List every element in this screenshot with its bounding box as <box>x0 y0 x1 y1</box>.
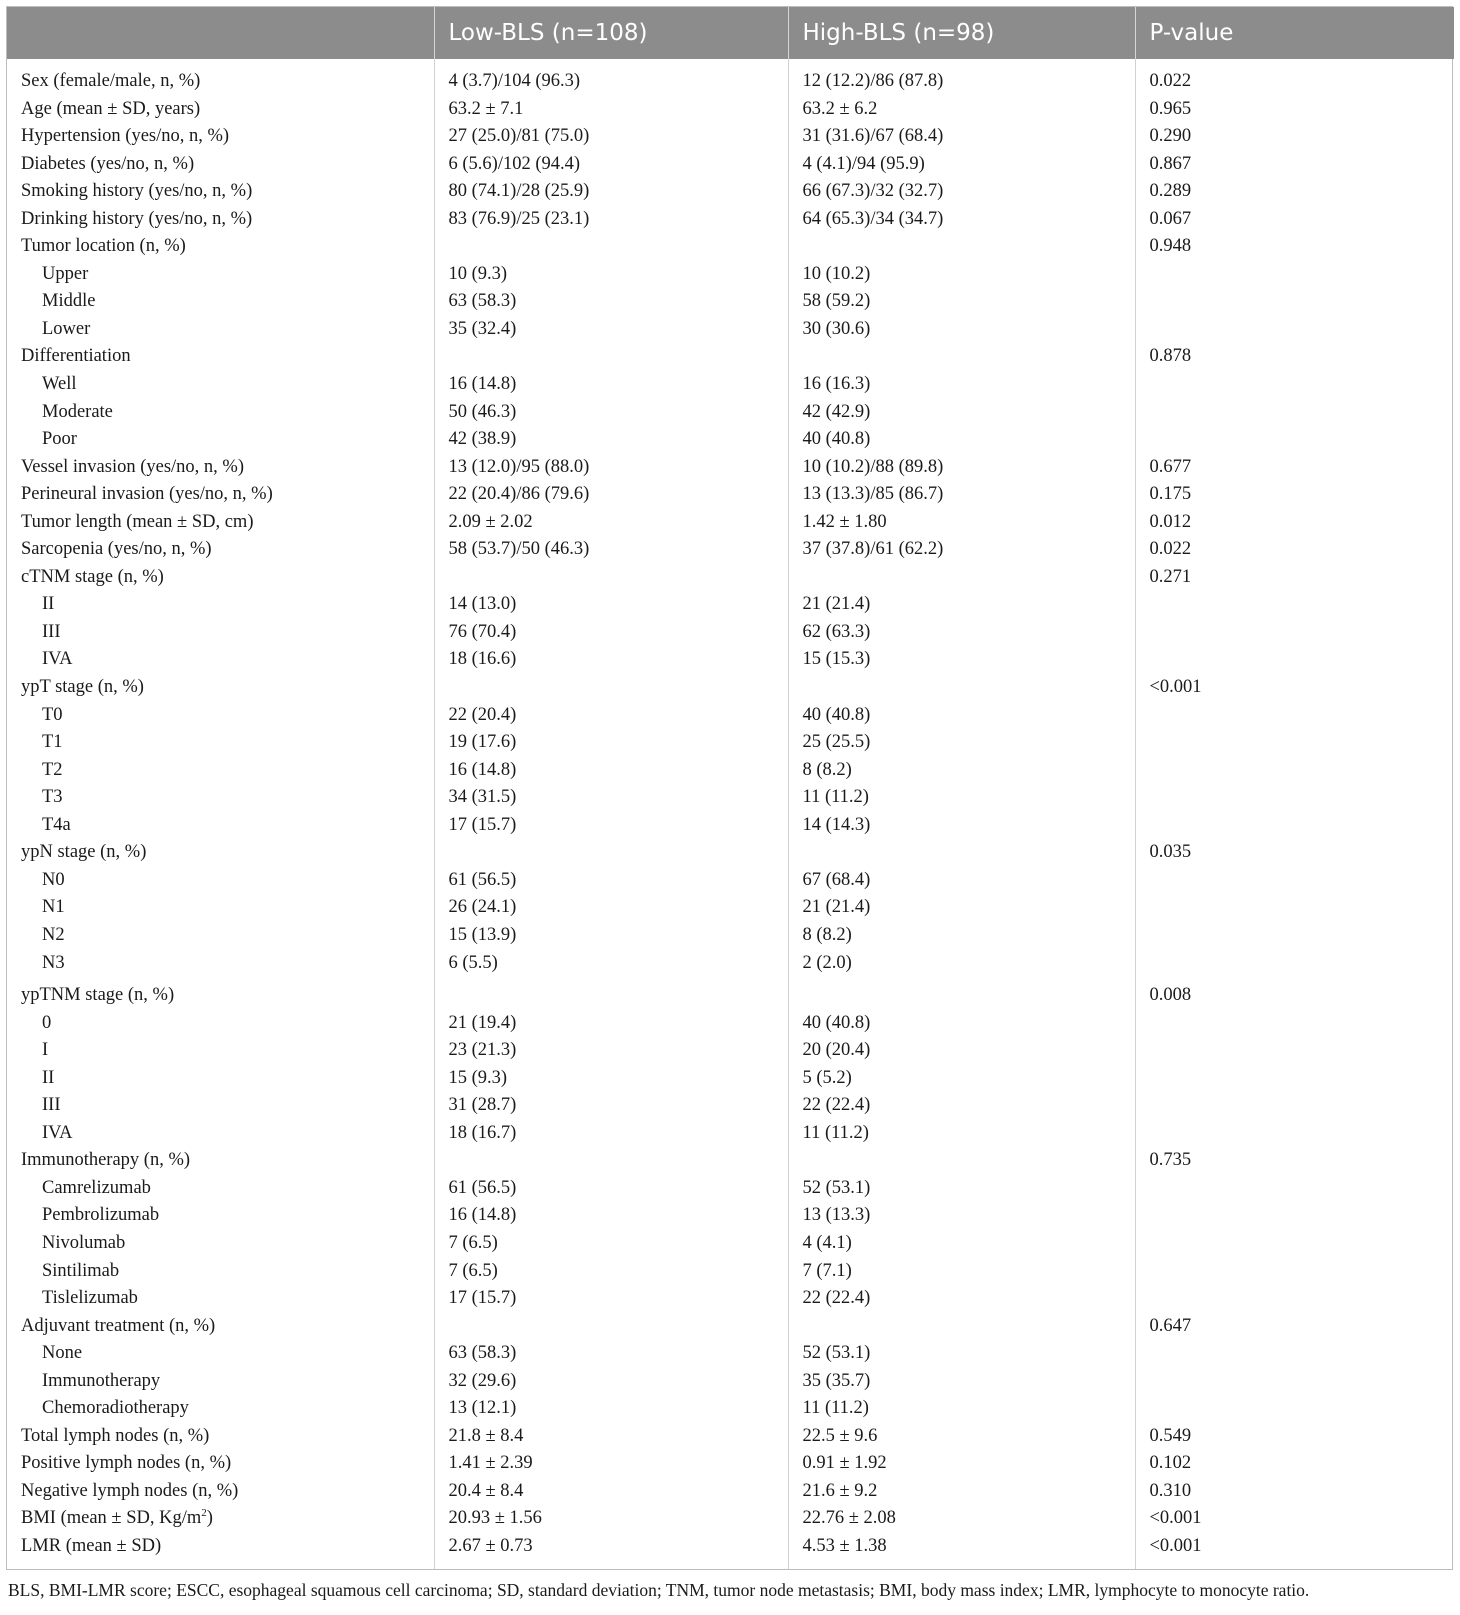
table-row <box>7 96 1454 124</box>
table-row <box>7 1368 1454 1396</box>
row-label: 0 <box>7 1010 434 1038</box>
table-row <box>7 343 1454 371</box>
p-value <box>1135 1092 1454 1120</box>
p-value: 0.012 <box>1149 511 1192 532</box>
high-bls-value <box>788 839 1135 867</box>
low-bls-value: 63 (58.3) <box>434 1340 788 1368</box>
low-bls-value: 2.67 ± 0.73 <box>434 1533 788 1569</box>
row-label: Perineural invasion (yes/no, n, %) <box>7 481 434 509</box>
p-value <box>1135 371 1454 399</box>
low-bls-value: 42 (38.9) <box>434 426 788 454</box>
row-label: ypT stage (n, %) <box>7 674 434 702</box>
row-label: Upper <box>7 261 434 289</box>
table-row <box>7 839 1454 867</box>
low-bls-value: 13 (12.1) <box>434 1395 788 1423</box>
table-row <box>7 151 1454 179</box>
p-value <box>1135 426 1454 454</box>
table-row <box>7 1285 1454 1313</box>
row-label: Nivolumab <box>7 1230 434 1258</box>
low-bls-value: 6 (5.6)/102 (94.4) <box>434 151 788 179</box>
p-value <box>1135 922 1454 950</box>
high-bls-value: 37 (37.8)/61 (62.2) <box>788 536 1135 564</box>
table-row <box>7 454 1454 482</box>
p-value <box>1135 757 1454 785</box>
high-bls-value: 52 (53.1) <box>788 1175 1135 1203</box>
characteristics-table-container <box>6 6 1453 1570</box>
p-value <box>1135 1340 1454 1368</box>
low-bls-value: 63 (58.3) <box>434 288 788 316</box>
table-row <box>7 1505 1454 1533</box>
row-label: Drinking history (yes/no, n, %) <box>7 206 434 234</box>
row-label: ypN stage (n, %) <box>7 839 434 867</box>
p-value <box>1135 1120 1454 1148</box>
low-bls-value: 31 (28.7) <box>434 1092 788 1120</box>
row-label: Poor <box>7 426 434 454</box>
table-row <box>7 316 1454 344</box>
table-row <box>7 1092 1454 1120</box>
high-bls-value: 21.6 ± 9.2 <box>788 1478 1135 1506</box>
row-label: N2 <box>7 922 434 950</box>
high-bls-value <box>788 1147 1135 1175</box>
table-row <box>7 894 1454 922</box>
table-row <box>7 1120 1454 1148</box>
table-body <box>7 59 1454 1569</box>
low-bls-value: 22 (20.4) <box>434 702 788 730</box>
high-bls-value: 21 (21.4) <box>788 894 1135 922</box>
table-row <box>7 646 1454 674</box>
low-bls-value: 17 (15.7) <box>434 812 788 840</box>
p-value: 0.310 <box>1149 1480 1192 1501</box>
row-label: Smoking history (yes/no, n, %) <box>7 178 434 206</box>
p-value: 0.290 <box>1149 126 1192 147</box>
table-row <box>7 591 1454 619</box>
low-bls-value: 18 (16.7) <box>434 1120 788 1148</box>
p-value <box>1135 1037 1454 1065</box>
high-bls-value: 35 (35.7) <box>788 1368 1135 1396</box>
high-bls-value <box>788 564 1135 592</box>
high-bls-value: 40 (40.8) <box>788 426 1135 454</box>
row-label: Lower <box>7 316 434 344</box>
table-row <box>7 1395 1454 1423</box>
high-bls-value <box>788 1313 1135 1341</box>
high-bls-value: 31 (31.6)/67 (68.4) <box>788 123 1135 151</box>
row-label: Tumor length (mean ± SD, cm) <box>7 509 434 537</box>
table-row <box>7 233 1454 261</box>
high-bls-value: 10 (10.2)/88 (89.8) <box>788 454 1135 482</box>
high-bls-value: 11 (11.2) <box>788 784 1135 812</box>
low-bls-value: 14 (13.0) <box>434 591 788 619</box>
p-value <box>1135 1368 1454 1396</box>
table-row <box>7 178 1454 206</box>
table-row <box>7 867 1454 895</box>
p-value: 0.549 <box>1149 1425 1192 1446</box>
p-value: 0.022 <box>1149 539 1192 560</box>
low-bls-value <box>434 1313 788 1341</box>
high-bls-value: 42 (42.9) <box>788 399 1135 427</box>
table-row <box>7 1037 1454 1065</box>
p-value: <0.001 <box>1149 1535 1202 1556</box>
row-label: Immunotherapy <box>7 1368 434 1396</box>
row-label: I <box>7 1037 434 1065</box>
low-bls-value: 4 (3.7)/104 (96.3) <box>434 59 788 96</box>
row-label: T2 <box>7 757 434 785</box>
high-bls-value <box>788 674 1135 702</box>
low-bls-value: 61 (56.5) <box>434 867 788 895</box>
table-row <box>7 1258 1454 1286</box>
p-value <box>1135 646 1454 674</box>
high-bls-value: 4 (4.1)/94 (95.9) <box>788 151 1135 179</box>
row-label: Chemoradiotherapy <box>7 1395 434 1423</box>
row-label: Age (mean ± SD, years) <box>7 96 434 124</box>
p-value <box>1135 261 1454 289</box>
p-value <box>1135 1285 1454 1313</box>
low-bls-value: 76 (70.4) <box>434 619 788 647</box>
row-label: Vessel invasion (yes/no, n, %) <box>7 454 434 482</box>
low-bls-value: 7 (6.5) <box>434 1230 788 1258</box>
table-row <box>7 1533 1454 1569</box>
p-value <box>1135 1395 1454 1423</box>
row-label: III <box>7 619 434 647</box>
high-bls-value: 12 (12.2)/86 (87.8) <box>788 59 1135 96</box>
table-row <box>7 922 1454 950</box>
low-bls-value: 83 (76.9)/25 (23.1) <box>434 206 788 234</box>
low-bls-value: 13 (12.0)/95 (88.0) <box>434 454 788 482</box>
p-value <box>1135 1010 1454 1038</box>
row-label <box>7 1505 434 1533</box>
table-row <box>7 399 1454 427</box>
high-bls-value <box>788 977 1135 1010</box>
high-bls-value: 16 (16.3) <box>788 371 1135 399</box>
row-label: N0 <box>7 867 434 895</box>
high-bls-value: 20 (20.4) <box>788 1037 1135 1065</box>
high-bls-value: 40 (40.8) <box>788 1010 1135 1038</box>
table-row <box>7 619 1454 647</box>
p-value: <0.001 <box>1149 1508 1202 1529</box>
table-row <box>7 564 1454 592</box>
high-bls-value: 22 (22.4) <box>788 1285 1135 1313</box>
row-label: Differentiation <box>7 343 434 371</box>
header-high-bls: High-BLS (n=98) <box>788 7 1135 59</box>
p-value: 0.878 <box>1149 346 1192 367</box>
p-value: 0.067 <box>1149 208 1192 229</box>
low-bls-value: 26 (24.1) <box>434 894 788 922</box>
row-label: Total lymph nodes (n, %) <box>7 1423 434 1451</box>
p-value: 0.022 <box>1149 71 1192 91</box>
p-value: 0.735 <box>1149 1150 1192 1171</box>
low-bls-value: 1.41 ± 2.39 <box>434 1450 788 1478</box>
row-label: N1 <box>7 894 434 922</box>
table-row <box>7 536 1454 564</box>
low-bls-value: 32 (29.6) <box>434 1368 788 1396</box>
table-row <box>7 123 1454 151</box>
high-bls-value: 11 (11.2) <box>788 1120 1135 1148</box>
low-bls-value: 61 (56.5) <box>434 1175 788 1203</box>
row-label: T3 <box>7 784 434 812</box>
p-value: 0.102 <box>1149 1453 1192 1474</box>
row-label: Tumor location (n, %) <box>7 233 434 261</box>
p-value: 0.008 <box>1149 985 1192 1006</box>
table-row <box>7 757 1454 785</box>
table-row <box>7 371 1454 399</box>
low-bls-value: 21.8 ± 8.4 <box>434 1423 788 1451</box>
p-value: 0.867 <box>1149 153 1192 174</box>
table-row <box>7 1340 1454 1368</box>
table-row <box>7 1147 1454 1175</box>
high-bls-value: 8 (8.2) <box>788 922 1135 950</box>
table-row <box>7 481 1454 509</box>
table-row <box>7 1065 1454 1093</box>
low-bls-value: 6 (5.5) <box>434 950 788 978</box>
table-footnote: BLS, BMI-LMR score; ESCC, esophageal squamous cell carcinoma; SD, standard deviation; TNM, tumor node metastasis; BMI, body mass index; LMR, lymphocyte to monocyte ratio. <box>8 1580 1310 1600</box>
table-row <box>7 1450 1454 1478</box>
row-label: Tislelizumab <box>7 1285 434 1313</box>
table-row <box>7 206 1454 234</box>
table-row <box>7 1423 1454 1451</box>
header-row <box>7 7 1454 59</box>
high-bls-value: 67 (68.4) <box>788 867 1135 895</box>
p-value <box>1135 950 1454 978</box>
low-bls-value: 63.2 ± 7.1 <box>434 96 788 124</box>
row-label: Middle <box>7 288 434 316</box>
row-label-text: BMI (mean ± SD, Kg/m <box>21 1508 202 1529</box>
p-value: 0.271 <box>1149 566 1192 587</box>
p-value <box>1135 288 1454 316</box>
p-value <box>1135 1258 1454 1286</box>
high-bls-value: 7 (7.1) <box>788 1258 1135 1286</box>
high-bls-value: 8 (8.2) <box>788 757 1135 785</box>
p-value <box>1135 729 1454 757</box>
table-row <box>7 702 1454 730</box>
row-label: Immunotherapy (n, %) <box>7 1147 434 1175</box>
high-bls-value: 4 (4.1) <box>788 1230 1135 1258</box>
high-bls-value: 13 (13.3)/85 (86.7) <box>788 481 1135 509</box>
p-value: <0.001 <box>1149 677 1202 698</box>
low-bls-value: 35 (32.4) <box>434 316 788 344</box>
p-value <box>1135 399 1454 427</box>
table-row <box>7 261 1454 289</box>
high-bls-value: 4.53 ± 1.38 <box>788 1533 1135 1569</box>
high-bls-value: 13 (13.3) <box>788 1202 1135 1230</box>
low-bls-value: 16 (14.8) <box>434 371 788 399</box>
low-bls-value: 16 (14.8) <box>434 757 788 785</box>
p-value: 0.035 <box>1149 842 1192 863</box>
high-bls-value: 64 (65.3)/34 (34.7) <box>788 206 1135 234</box>
table-row <box>7 59 1454 96</box>
row-label: ypTNM stage (n, %) <box>7 977 434 1010</box>
high-bls-value: 22.5 ± 9.6 <box>788 1423 1135 1451</box>
low-bls-value <box>434 977 788 1010</box>
high-bls-value: 62 (63.3) <box>788 619 1135 647</box>
low-bls-value: 17 (15.7) <box>434 1285 788 1313</box>
p-value: 0.965 <box>1149 98 1192 119</box>
high-bls-value: 22.76 ± 2.08 <box>788 1505 1135 1533</box>
header-variable <box>7 7 434 59</box>
row-label: II <box>7 1065 434 1093</box>
low-bls-value <box>434 343 788 371</box>
high-bls-value: 66 (67.3)/32 (32.7) <box>788 178 1135 206</box>
header-low-bls: Low-BLS (n=108) <box>434 7 788 59</box>
p-value <box>1135 894 1454 922</box>
high-bls-value: 14 (14.3) <box>788 812 1135 840</box>
table-row <box>7 784 1454 812</box>
table-row <box>7 1478 1454 1506</box>
low-bls-value: 27 (25.0)/81 (75.0) <box>434 123 788 151</box>
p-value <box>1135 619 1454 647</box>
table-row <box>7 1010 1454 1038</box>
row-label: Camrelizumab <box>7 1175 434 1203</box>
p-value <box>1135 591 1454 619</box>
row-label: Adjuvant treatment (n, %) <box>7 1313 434 1341</box>
p-value <box>1135 702 1454 730</box>
table-row <box>7 977 1454 1010</box>
high-bls-value <box>788 233 1135 261</box>
p-value <box>1135 784 1454 812</box>
low-bls-value <box>434 233 788 261</box>
p-value <box>1135 1230 1454 1258</box>
high-bls-value: 1.42 ± 1.80 <box>788 509 1135 537</box>
low-bls-value: 20.4 ± 8.4 <box>434 1478 788 1506</box>
high-bls-value: 11 (11.2) <box>788 1395 1135 1423</box>
high-bls-value: 58 (59.2) <box>788 288 1135 316</box>
row-label: LMR (mean ± SD) <box>7 1533 434 1569</box>
table-row <box>7 950 1454 978</box>
p-value: 0.948 <box>1149 236 1192 257</box>
row-label: T4a <box>7 812 434 840</box>
table-row <box>7 1230 1454 1258</box>
low-bls-value: 19 (17.6) <box>434 729 788 757</box>
low-bls-value: 18 (16.6) <box>434 646 788 674</box>
table-row <box>7 1313 1454 1341</box>
row-label: Pembrolizumab <box>7 1202 434 1230</box>
row-label-suffix: ) <box>206 1508 213 1529</box>
p-value: 0.677 <box>1149 456 1192 477</box>
high-bls-value: 2 (2.0) <box>788 950 1135 978</box>
low-bls-value: 58 (53.7)/50 (46.3) <box>434 536 788 564</box>
low-bls-value: 10 (9.3) <box>434 261 788 289</box>
low-bls-value: 2.09 ± 2.02 <box>434 509 788 537</box>
low-bls-value <box>434 564 788 592</box>
row-label: Negative lymph nodes (n, %) <box>7 1478 434 1506</box>
p-value: 0.175 <box>1149 484 1192 505</box>
row-label: Diabetes (yes/no, n, %) <box>7 151 434 179</box>
high-bls-value: 10 (10.2) <box>788 261 1135 289</box>
row-label: Well <box>7 371 434 399</box>
p-value <box>1135 867 1454 895</box>
row-label: Sex (female/male, n, %) <box>7 59 434 96</box>
p-value: 0.289 <box>1149 181 1192 202</box>
table-row <box>7 729 1454 757</box>
row-label: T0 <box>7 702 434 730</box>
low-bls-value: 15 (13.9) <box>434 922 788 950</box>
row-label: N3 <box>7 950 434 978</box>
low-bls-value: 20.93 ± 1.56 <box>434 1505 788 1533</box>
low-bls-value: 34 (31.5) <box>434 784 788 812</box>
table-row <box>7 426 1454 454</box>
p-value <box>1135 1202 1454 1230</box>
table-row <box>7 1175 1454 1203</box>
p-value <box>1135 1175 1454 1203</box>
low-bls-value <box>434 839 788 867</box>
low-bls-value: 23 (21.3) <box>434 1037 788 1065</box>
low-bls-value <box>434 674 788 702</box>
table-row <box>7 1202 1454 1230</box>
high-bls-value <box>788 343 1135 371</box>
table-header <box>7 7 1454 59</box>
high-bls-value: 5 (5.2) <box>788 1065 1135 1093</box>
low-bls-value: 7 (6.5) <box>434 1258 788 1286</box>
low-bls-value <box>434 1147 788 1175</box>
row-label: IVA <box>7 646 434 674</box>
table-row <box>7 812 1454 840</box>
p-value <box>1135 812 1454 840</box>
table-row <box>7 674 1454 702</box>
row-label: Sintilimab <box>7 1258 434 1286</box>
row-label: None <box>7 1340 434 1368</box>
p-value <box>1135 316 1454 344</box>
row-label: Hypertension (yes/no, n, %) <box>7 123 434 151</box>
row-label: III <box>7 1092 434 1120</box>
low-bls-value: 80 (74.1)/28 (25.9) <box>434 178 788 206</box>
high-bls-value: 63.2 ± 6.2 <box>788 96 1135 124</box>
row-label: II <box>7 591 434 619</box>
low-bls-value: 15 (9.3) <box>434 1065 788 1093</box>
high-bls-value: 25 (25.5) <box>788 729 1135 757</box>
row-label: Positive lymph nodes (n, %) <box>7 1450 434 1478</box>
high-bls-value: 30 (30.6) <box>788 316 1135 344</box>
low-bls-value: 21 (19.4) <box>434 1010 788 1038</box>
high-bls-value: 21 (21.4) <box>788 591 1135 619</box>
characteristics-table <box>7 7 1454 1569</box>
high-bls-value: 52 (53.1) <box>788 1340 1135 1368</box>
table-row <box>7 288 1454 316</box>
header-p-value: P-value <box>1149 20 1234 46</box>
low-bls-value: 16 (14.8) <box>434 1202 788 1230</box>
low-bls-value: 22 (20.4)/86 (79.6) <box>434 481 788 509</box>
p-value <box>1135 1065 1454 1093</box>
high-bls-value: 0.91 ± 1.92 <box>788 1450 1135 1478</box>
high-bls-value: 40 (40.8) <box>788 702 1135 730</box>
row-label: Moderate <box>7 399 434 427</box>
row-label-superscript: 2 <box>201 1507 207 1520</box>
row-label: cTNM stage (n, %) <box>7 564 434 592</box>
row-label: Sarcopenia (yes/no, n, %) <box>7 536 434 564</box>
row-label: IVA <box>7 1120 434 1148</box>
p-value: 0.647 <box>1149 1315 1192 1336</box>
high-bls-value: 15 (15.3) <box>788 646 1135 674</box>
row-label: T1 <box>7 729 434 757</box>
table-row <box>7 509 1454 537</box>
low-bls-value: 50 (46.3) <box>434 399 788 427</box>
high-bls-value: 22 (22.4) <box>788 1092 1135 1120</box>
